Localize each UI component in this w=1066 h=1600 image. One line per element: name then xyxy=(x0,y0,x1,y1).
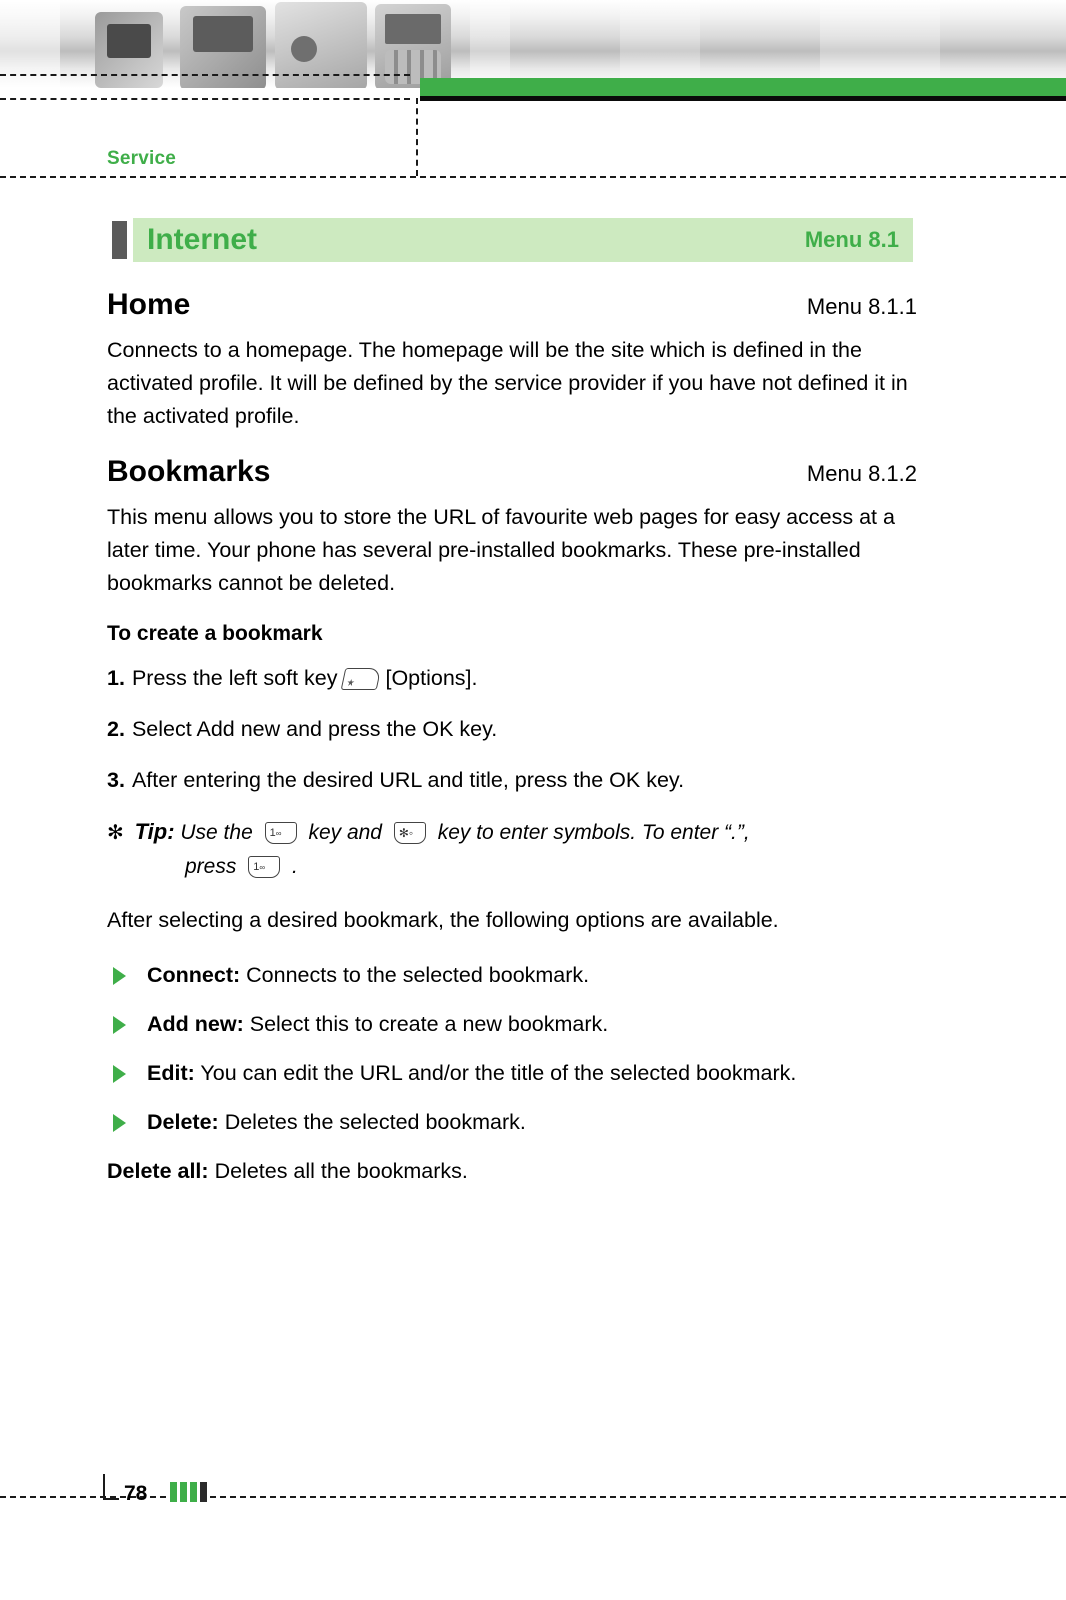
chapter-marker-icon xyxy=(107,218,133,262)
chapter-menu-ref: Menu 8.1 xyxy=(804,227,899,252)
step-number: 2. xyxy=(107,717,125,741)
section-heading-home xyxy=(107,288,917,322)
tip-part-1: Use the xyxy=(180,821,253,844)
section-label: Service xyxy=(107,148,177,169)
crop-guide-bottom xyxy=(0,1496,1066,1498)
step-text: After entering the desired URL and title, press the OK key. xyxy=(131,768,685,792)
crop-guide-under-header xyxy=(0,176,1066,178)
option-edit xyxy=(107,1057,917,1090)
option-term: Add new: xyxy=(147,1012,244,1036)
option-desc: Deletes the selected bookmark. xyxy=(224,1110,526,1134)
triangle-bullet-icon xyxy=(113,1016,126,1034)
option-term: Delete all: xyxy=(107,1159,209,1183)
option-connect xyxy=(107,959,917,992)
crop-guide-top xyxy=(0,74,410,76)
heading-menu-ref: Menu 8.1.1 xyxy=(806,294,917,319)
option-term: Connect: xyxy=(147,963,241,987)
triangle-bullet-icon xyxy=(113,1065,126,1083)
triangle-bullet-icon xyxy=(113,967,126,985)
option-add-new xyxy=(107,1008,917,1041)
after-selection-text: After selecting a desired bookmark, the following options are available. xyxy=(107,908,779,932)
option-delete xyxy=(107,1106,917,1139)
step-number: 3. xyxy=(107,768,125,792)
section-heading-bookmarks xyxy=(107,455,917,489)
chapter-tab-marks xyxy=(170,1482,207,1502)
option-desc: Connects to the selected bookmark. xyxy=(246,963,590,987)
option-desc: You can edit the URL and/or the title of the selected bookmark. xyxy=(200,1061,797,1085)
chapter-title-bar xyxy=(107,218,913,262)
bookmarks-description: This menu allows you to store the URL of favourite web pages for easy access at a later time. Your phone has several pre-installed bookmarks. These pre-installed bookmarks cannot be deleted. xyxy=(107,505,895,595)
page-content xyxy=(107,218,917,1204)
procedure-step-2 xyxy=(107,713,917,746)
option-term: Delete: xyxy=(147,1110,219,1134)
tip-part-4: press xyxy=(185,855,237,878)
option-desc: Select this to create a new bookmark. xyxy=(249,1012,609,1036)
page-number: 78 xyxy=(124,1482,148,1505)
option-delete-all xyxy=(107,1155,917,1188)
heading-text: Bookmarks xyxy=(107,455,271,488)
tip-marker-icon: ✻ xyxy=(107,822,124,844)
heading-text: Home xyxy=(107,288,191,321)
soft-key-icon xyxy=(341,668,382,690)
step-text-after: [Options]. xyxy=(385,666,478,690)
tip-part-2: key and xyxy=(308,821,382,844)
triangle-bullet-icon xyxy=(113,1114,126,1132)
tip-block xyxy=(107,815,917,884)
procedure-step-1 xyxy=(107,662,917,695)
star-key-icon: ✻◦ xyxy=(394,822,426,844)
option-desc: Deletes all the bookmarks. xyxy=(214,1159,468,1183)
1-key-icon-2: 1∞ xyxy=(248,856,280,878)
procedure-step-3 xyxy=(107,764,917,797)
option-term: Edit: xyxy=(147,1061,195,1085)
procedure-title: To create a bookmark xyxy=(107,622,323,645)
home-description: Connects to a homepage. The homepage will be the site which is defined in the activated profile. It will be defined by the service provider if you have not defined it in the activated profile. xyxy=(107,338,908,428)
header-black-rule xyxy=(420,96,1066,101)
tip-label: Tip: xyxy=(134,819,175,844)
crop-guide-vertical xyxy=(416,98,418,176)
crop-guide-top2 xyxy=(0,98,410,100)
1-key-icon: 1∞ xyxy=(265,822,297,844)
heading-menu-ref: Menu 8.1.2 xyxy=(806,461,917,486)
step-number: 1. xyxy=(107,666,125,690)
chapter-title: Internet xyxy=(147,223,258,256)
step-text: Select Add new and press the OK key. xyxy=(131,717,498,741)
step-text-before: Press the left soft key xyxy=(131,666,338,690)
tip-part-5: . xyxy=(292,855,298,878)
tip-part-3: key to enter symbols. To enter “.”, xyxy=(437,821,750,844)
